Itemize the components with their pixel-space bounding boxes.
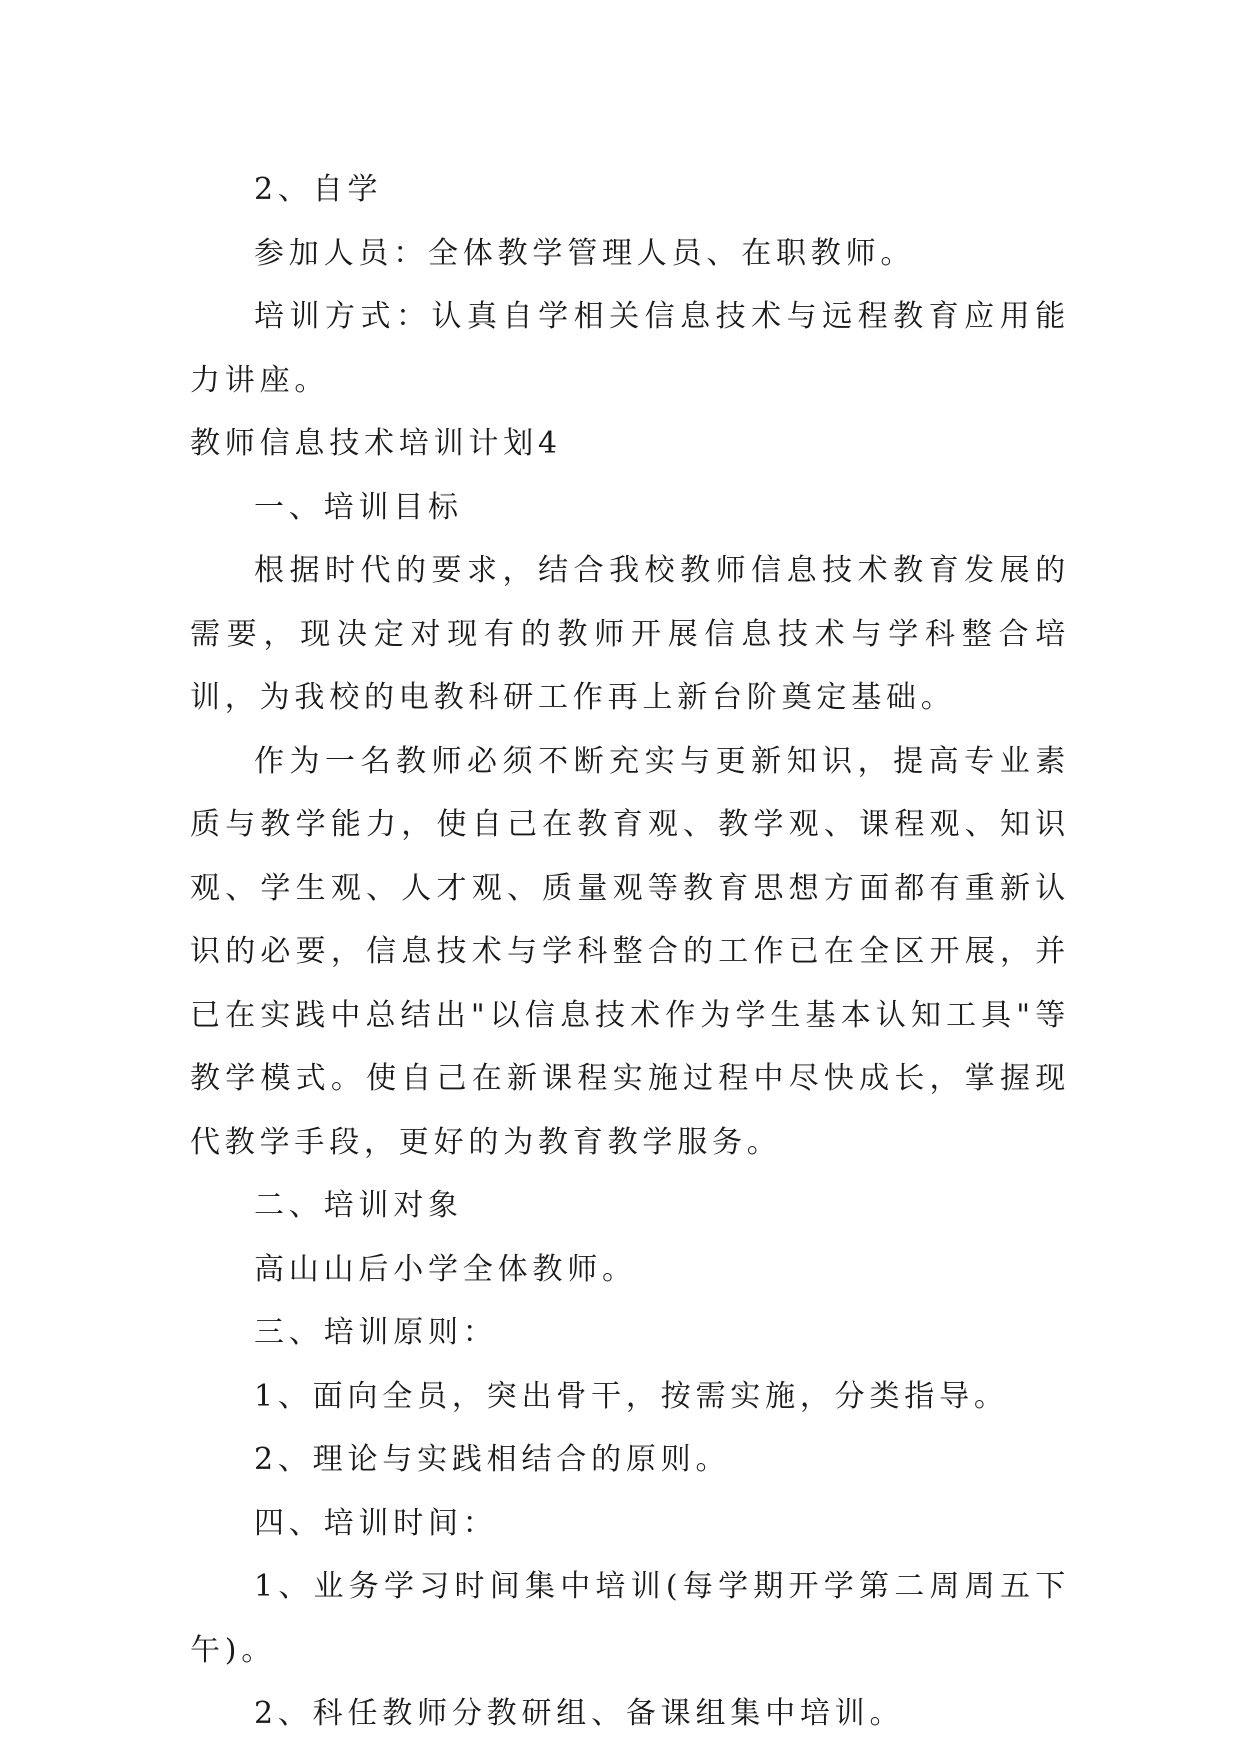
paragraph-target-description: 高山山后小学全体教师。	[254, 1251, 637, 1287]
heading-training-goal: 一、培训目标	[254, 489, 463, 525]
heading-training-principles: 三、培训原则：	[254, 1315, 498, 1350]
paragraph-goal-description: 根据时代的要求，结合我校教师信息技术教育发展的需要，现决定对现有的教师开展信息技术与学科整合培训，为我校的电教科研工作再上新台阶奠定基础。	[190, 553, 1070, 715]
paragraph-teacher-requirements: 作为一名教师必须不断充实与更新知识，提高专业素质与教学能力，使自己在教育观、教学观、课程观、知识观、学生观、人才观、质量观等教育思想方面都有重新认识的必要，信息技术与学科整合的工作已在全区开展，并已在实践中总结出"以信息技术作为学生基本认知工具"等教学模式。使自己在新课程实施过程中尽快成长，掌握现代教学手段，更好的为教育教学服务。	[190, 743, 1070, 1160]
document-body	[190, 158, 1070, 1746]
heading-training-time: 四、培训时间：	[254, 1505, 498, 1541]
section-title: 教师信息技术培训计划4	[190, 426, 562, 461]
list-item-time-2: 2、科任教师分教研组、备课组集中培训。	[254, 1696, 905, 1731]
list-item-time-1: 1、业务学习时间集中培训(每学期开学第二周周五下午)。	[190, 1569, 1070, 1668]
list-item-principle-1: 1、面向全员，突出骨干，按需实施，分类指导。	[254, 1378, 1009, 1414]
heading-training-target: 二、培训对象	[254, 1188, 463, 1223]
paragraph-self-study: 2、自学	[254, 172, 383, 207]
paragraph-training-method: 培训方式：认真自学相关信息技术与远程教育应用能力讲座。	[190, 299, 1070, 398]
list-item-principle-2: 2、理论与实践相结合的原则。	[254, 1442, 731, 1477]
paragraph-participants: 参加人员：全体教学管理人员、在职教师。	[254, 235, 916, 271]
